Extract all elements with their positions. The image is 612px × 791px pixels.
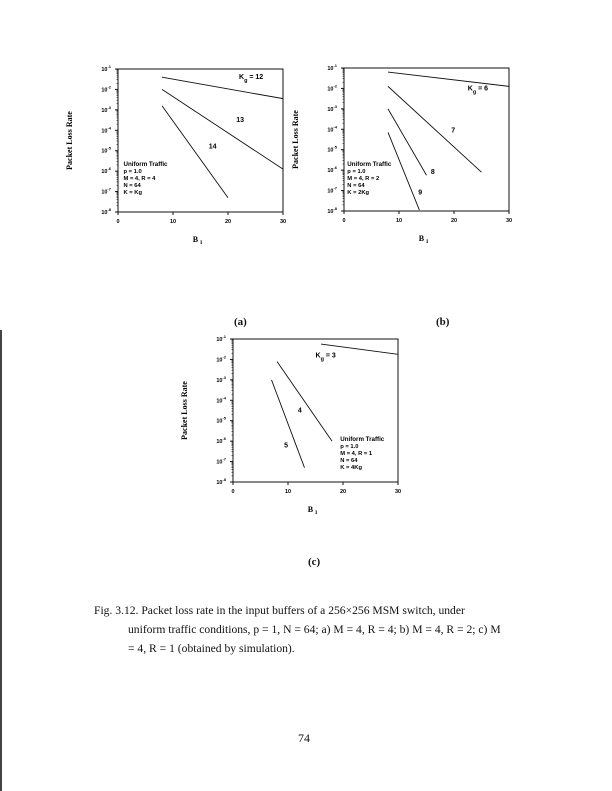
series-label-3: 9 xyxy=(418,189,423,197)
chart-b-svg xyxy=(284,56,524,261)
x-tick-label: 20 xyxy=(339,489,347,495)
legend-line-0: Uniform Traffic xyxy=(123,161,168,169)
y-tick-label: $10^{-7}$ xyxy=(216,456,226,466)
series-line-2 xyxy=(162,106,228,198)
x-tick-label: 20 xyxy=(224,219,232,225)
y-tick-label: $10^{-6}$ xyxy=(101,166,111,176)
scan-edge-line xyxy=(0,330,2,791)
y-tick-label: $10^{-1}$ xyxy=(101,64,111,73)
y-tick-label: $10^{-5}$ xyxy=(216,415,226,425)
series-label-0: $K_g = 3$ xyxy=(315,352,336,363)
x-tick-label: 0 xyxy=(231,489,235,495)
series-label-1: 7 xyxy=(451,127,456,135)
y-tick-label: $10^{-6}$ xyxy=(216,436,226,446)
y-tick-label: $10^{-4}$ xyxy=(216,395,226,405)
series-line-0 xyxy=(388,72,509,86)
series-line-2 xyxy=(388,109,427,175)
y-tick-label: $10^{-8}$ xyxy=(327,206,337,215)
y-tick-label: $10^{-3}$ xyxy=(216,374,226,384)
series-label-1: 13 xyxy=(236,117,245,125)
x-tick-label: 30 xyxy=(279,219,287,225)
legend-line-2: M = 4, R = 2 xyxy=(347,176,380,183)
x-tick-label: 30 xyxy=(505,218,513,224)
series-label-0: $K_g = 6$ xyxy=(467,85,489,96)
page-number: 74 xyxy=(298,731,310,745)
legend-line-2: M = 4, R = 1 xyxy=(340,451,373,458)
y-tick-label: $10^{-2}$ xyxy=(216,354,226,364)
plot-frame xyxy=(233,339,398,482)
panel-label-a: (a) xyxy=(234,316,247,328)
x-axis-label: B $_I$ xyxy=(307,505,318,516)
y-tick-label: $10^{-8}$ xyxy=(216,477,226,486)
legend-line-0: Uniform Traffic xyxy=(340,436,385,444)
plot-frame xyxy=(118,69,283,212)
y-tick-label: $10^{-2}$ xyxy=(101,84,111,94)
legend-line-4: K = 2Kg xyxy=(347,190,370,197)
series-line-1 xyxy=(388,86,482,172)
panel-label-b: (b) xyxy=(436,316,450,328)
series-line-3 xyxy=(388,132,419,210)
y-tick-label: $10^{-4}$ xyxy=(327,124,337,134)
series-label-2: 5 xyxy=(284,442,289,450)
x-tick-label: 0 xyxy=(116,219,120,225)
series-line-1 xyxy=(277,361,332,441)
x-tick-label: 30 xyxy=(394,489,402,495)
y-tick-label: $10^{-5}$ xyxy=(327,144,337,154)
x-tick-label: 10 xyxy=(169,219,177,225)
y-tick-label: $10^{-7}$ xyxy=(327,185,337,195)
y-tick-label: $10^{-1}$ xyxy=(216,334,226,343)
series-label-0: $K_g = 12$ xyxy=(239,74,264,85)
legend-line-1: p = 1.0 xyxy=(123,169,142,176)
y-axis-label: Packet Loss Rate xyxy=(291,110,300,169)
y-tick-label: $10^{-2}$ xyxy=(327,83,337,93)
legend-line-1: p = 1.0 xyxy=(347,169,366,176)
caption-line-3: = 4, R = 1 (obtained by simulation). xyxy=(128,642,295,655)
y-tick-label: $10^{-3}$ xyxy=(327,103,337,113)
chart-a xyxy=(58,57,298,262)
panel-label-c: (c) xyxy=(308,556,321,568)
y-tick-label: $10^{-7}$ xyxy=(101,186,111,196)
x-tick-label: 0 xyxy=(342,218,346,224)
caption-line-1: Fig. 3.12. Packet loss rate in the input buffers of a 256×256 MSM switch, under xyxy=(94,604,465,617)
x-tick-label: 20 xyxy=(450,218,458,224)
chart-c-svg xyxy=(173,327,413,532)
y-tick-label: $10^{-6}$ xyxy=(327,165,337,175)
series-line-1 xyxy=(162,89,283,169)
y-axis-label: Packet Loss Rate xyxy=(180,381,189,440)
legend-line-4: K = 4Kg xyxy=(340,465,362,472)
series-line-0 xyxy=(162,77,283,98)
series-label-2: 8 xyxy=(430,169,435,177)
caption-line-2: uniform traffic conditions, p = 1, N = 64; a) M = 4, R = 4; b) M = 4, R = 2; c) M xyxy=(128,623,501,636)
series-label-2: 14 xyxy=(208,143,217,151)
y-tick-label: $10^{-4}$ xyxy=(101,125,111,135)
x-axis-label: B $_I$ xyxy=(418,234,429,245)
chart-c xyxy=(173,327,413,532)
legend-line-0: Uniform Traffic xyxy=(347,161,392,169)
chart-a-svg xyxy=(58,57,298,262)
y-tick-label: $10^{-5}$ xyxy=(101,145,111,155)
y-tick-label: $10^{-1}$ xyxy=(327,63,337,72)
y-axis-label: Packet Loss Rate xyxy=(65,111,74,170)
chart-b xyxy=(284,56,524,261)
figure-caption xyxy=(96,601,541,658)
series-label-1: 4 xyxy=(297,407,302,415)
legend-line-3: N = 64 xyxy=(340,458,358,465)
x-axis-label: B $_I$ xyxy=(192,235,203,246)
legend-line-3: N = 64 xyxy=(123,183,141,190)
series-line-2 xyxy=(272,380,305,468)
x-tick-label: 10 xyxy=(395,218,403,224)
legend-line-3: N = 64 xyxy=(347,183,365,190)
x-tick-label: 10 xyxy=(284,489,292,495)
legend-line-4: K = Kg xyxy=(123,190,143,197)
y-tick-label: $10^{-8}$ xyxy=(101,207,111,216)
legend-line-2: M = 4, R = 4 xyxy=(123,176,156,183)
legend-line-1: p = 1.0 xyxy=(340,444,359,451)
y-tick-label: $10^{-3}$ xyxy=(101,104,111,114)
